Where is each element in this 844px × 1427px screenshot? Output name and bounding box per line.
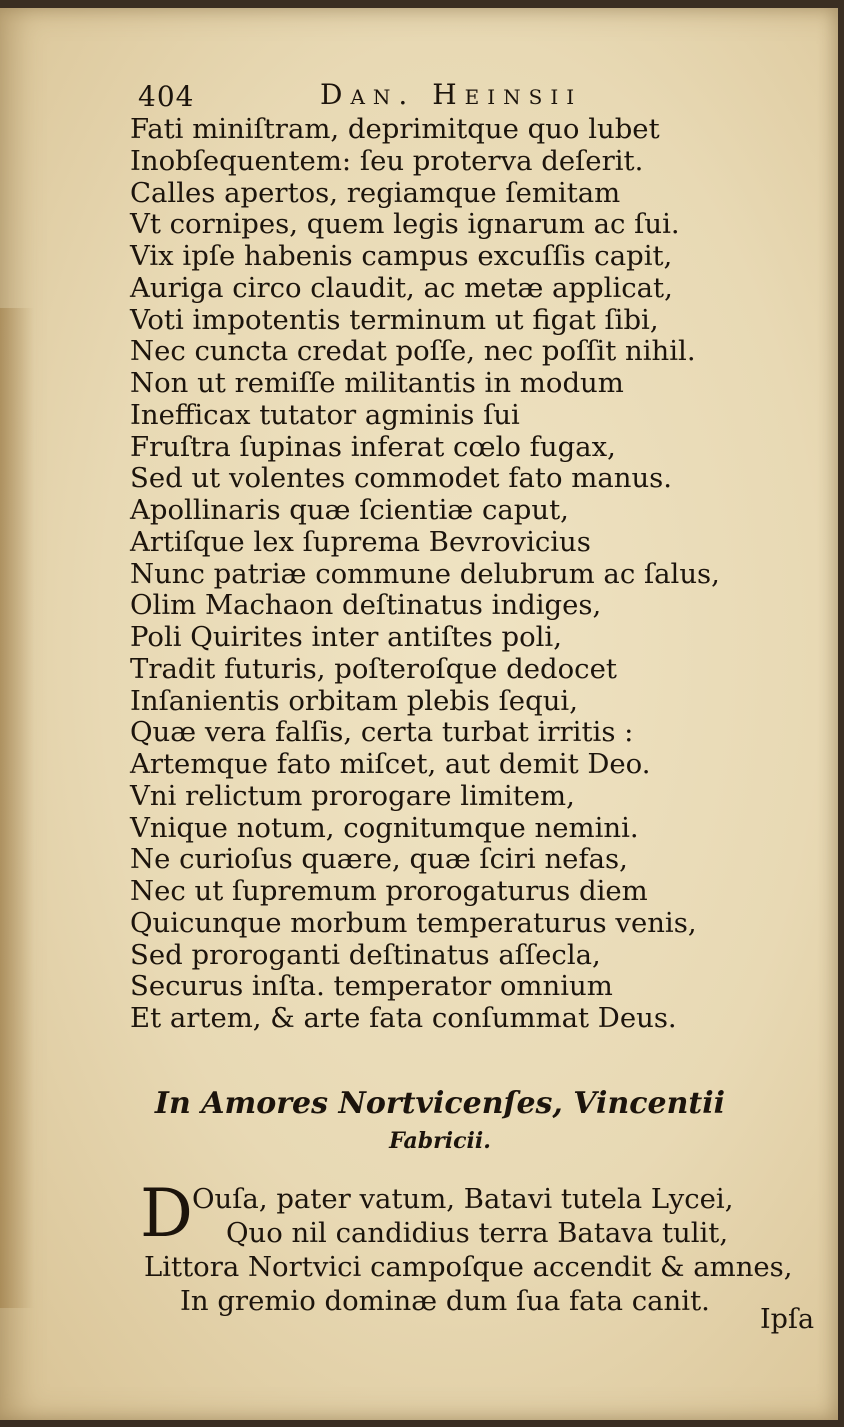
poem-line: Quæ vera falſis, certa turbat irritis : bbox=[130, 716, 634, 749]
epigram-line: In gremio dominæ dum ſua fata canit. bbox=[180, 1285, 710, 1317]
poem-line: Artemque fato miſcet, aut demit Deo. bbox=[130, 748, 651, 780]
running-head bbox=[130, 74, 720, 118]
poem-line: Inobſequentem: ſeu proterva deſerit. bbox=[130, 144, 644, 177]
poem-line: Vt cornipes, quem legis ignarum ac ſui. bbox=[130, 208, 680, 241]
epigram-title: In Amores Nortvicenſes, Vincentii bbox=[154, 1086, 726, 1121]
poem-line: Fati miniſtram, deprimitque quo lubet bbox=[130, 113, 660, 145]
epigram-line: Littora Nortvici campoſque accendit & amnes, bbox=[144, 1251, 793, 1283]
page-stain bbox=[0, 308, 34, 1308]
poem-line: Tradit futuris, poſteroſque dedocet bbox=[130, 652, 617, 685]
poem-line: Inſanientis orbitam plebis ſequi, bbox=[130, 684, 578, 717]
poem-line: Nec ut ſupremum prorogaturus diem bbox=[130, 875, 648, 907]
poem-line: Nec cuncta credat poſſe, nec poſſit nihil. bbox=[130, 335, 696, 368]
running-title: Dan. Heinsii bbox=[320, 78, 583, 111]
poem-body bbox=[130, 114, 730, 1035]
book-page bbox=[0, 8, 838, 1420]
page-number: 404 bbox=[138, 80, 195, 113]
poem-line: Auriga circo claudit, ac metæ applicat, bbox=[130, 271, 673, 304]
poem-line: Non ut remiſſe militantis in modum bbox=[130, 367, 624, 399]
epigram-author: Fabricii. bbox=[389, 1128, 491, 1154]
poem-line: Apollinaris quæ ſcientiæ caput, bbox=[130, 494, 569, 526]
poem-line: Voti impotentis terminum ut figat ſibi, bbox=[130, 303, 659, 336]
poem-line: Sed ut volentes commodet fato manus. bbox=[130, 462, 673, 495]
poem-line: Quicunque morbum temperaturus venis, bbox=[130, 906, 697, 939]
poem-line: Poli Quirites inter antiſtes poli, bbox=[130, 621, 562, 653]
poem-line: Nunc patriæ commune delubrum ac ſalus, bbox=[130, 557, 720, 590]
poem-line: Vni relictum prorogare limitem, bbox=[130, 779, 575, 812]
poem-line: Et artem, & arte fata conſummat Deus. bbox=[130, 1002, 677, 1034]
epigram-line: Ouſa, pater vatum, Batavi tutela Lycei, bbox=[192, 1183, 734, 1215]
poem-line: Inefficax tutator agminis ſui bbox=[130, 398, 520, 431]
poem-line: Securus inſta. temperator omnium bbox=[130, 970, 613, 1003]
epigram-line: Quo nil candidius terra Batava tulit, bbox=[226, 1217, 729, 1249]
poem-line: Calles apertos, regiamque ſemitam bbox=[130, 176, 621, 209]
drop-cap: D bbox=[140, 1175, 193, 1252]
poem-line: Artiſque lex ſuprema Bevrovicius bbox=[130, 525, 591, 558]
poem-line: Vix ipſe habenis campus excuſſis capit, bbox=[130, 240, 673, 272]
poem-line: Vnique notum, cognitumque nemini. bbox=[130, 811, 639, 844]
poem-line: Ne curioſus quære, quæ ſciri nefas, bbox=[130, 843, 628, 876]
catchword: Ipſa bbox=[760, 1304, 815, 1335]
poem-line: Sed proroganti deſtinatus aſſecla, bbox=[130, 938, 601, 971]
poem-line: Olim Machaon deſtinatus indiges, bbox=[130, 589, 602, 622]
poem-line: Fruſtra ſupinas inferat cœlo fugax, bbox=[130, 430, 616, 463]
